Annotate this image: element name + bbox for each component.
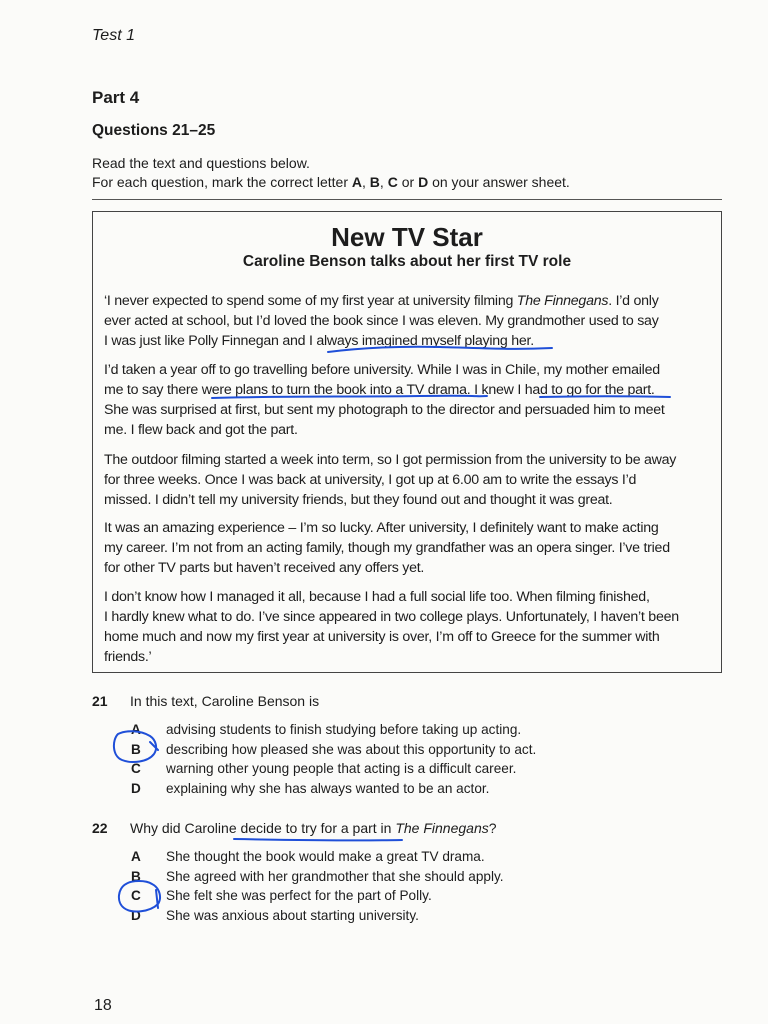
instructions-line-2 — [92, 173, 570, 192]
option-21-b[interactable] — [130, 740, 536, 760]
option-text: She agreed with her grandmother that she should apply. — [166, 868, 504, 884]
instr-text: on your answer sheet. — [428, 174, 570, 190]
option-letter: B — [131, 741, 141, 757]
paragraph-line: me. I flew back and got the part. — [104, 422, 298, 438]
question-22-options — [130, 847, 504, 925]
paragraph-line — [104, 291, 716, 311]
option-21-a[interactable] — [130, 720, 536, 740]
paragraph-line: home much and now my first year at university is over, I’m off to Greece for the summer with — [104, 629, 660, 645]
instr-sep: , — [379, 174, 388, 190]
underline-decide-try — [234, 839, 402, 840]
questions-range: Questions 21–25 — [92, 122, 216, 139]
line-text: ‘I never expected to spend some of my first year at university filming — [104, 293, 517, 309]
question-22 — [92, 820, 497, 836]
question-stem: Why did Caroline decide to try for a part in — [130, 820, 396, 836]
question-21 — [92, 693, 319, 709]
article-title: New TV Star — [331, 222, 483, 252]
option-letter: D — [131, 907, 141, 923]
paragraph-line: friends.’ — [104, 649, 152, 665]
option-letter: D — [131, 780, 141, 796]
paragraph-line: It was an amazing experience – I’m so lucky. After university, I definitely want to make acting — [104, 520, 659, 536]
divider-rule — [92, 199, 722, 200]
book-title: The Finnegans — [395, 820, 489, 836]
option-text: warning other young people that acting is a difficult career. — [166, 761, 517, 776]
instr-letter-a: A — [351, 174, 363, 190]
option-21-c[interactable] — [130, 759, 536, 779]
paragraph-line: I was just like Polly Finnegan and I always imagined myself playing her. — [104, 333, 534, 349]
paragraph-line: I hardly knew what to do. I’ve since appeared in two college plays. Unfortunately, I haven’t been — [104, 609, 679, 625]
paragraph-line: I don’t know how I managed it all, because I had a full social life too. When filming finished, — [104, 589, 650, 605]
option-letter: A — [131, 722, 141, 737]
option-22-b[interactable] — [130, 867, 504, 887]
article-paragraph-3 — [104, 450, 716, 510]
paragraph-line: missed. I didn’t tell my university friends, but they found out and thought it was great. — [104, 492, 613, 508]
option-21-d[interactable] — [130, 779, 536, 799]
paragraph-line: my career. I’m not from an acting family, though my grandfather was an opera singer. I’ve tried — [104, 540, 670, 556]
question-stem-end: ? — [488, 820, 497, 836]
option-text: She thought the book would make a great TV drama. — [166, 849, 485, 864]
instr-letter-b: B — [369, 174, 380, 190]
instr-letter-c: C — [387, 174, 398, 190]
paragraph-line: The outdoor filming started a week into term, so I got permission from the university to be away — [104, 452, 677, 468]
option-text: She was anxious about starting university. — [166, 907, 419, 923]
option-22-a[interactable] — [130, 847, 504, 867]
paragraph-line: I’d taken a year off to go travelling before university. While I was in Chile, my mother emailed — [104, 362, 660, 378]
option-22-c[interactable] — [130, 886, 504, 906]
running-head: Test 1 — [92, 27, 135, 44]
article-paragraph-4 — [104, 518, 716, 578]
page-number: 18 — [94, 997, 112, 1014]
question-number: 21 — [92, 693, 108, 709]
article-paragraph-1 — [104, 291, 716, 351]
option-text: describing how pleased she was about this opportunity to act. — [166, 741, 537, 757]
question-number: 22 — [92, 820, 108, 836]
paragraph-line: for three weeks. Once I was back at university, I got up at 6.00 am to write the essays I’d — [104, 472, 637, 488]
article-paragraph-5 — [104, 587, 716, 667]
instr-letter-d: D — [418, 174, 429, 190]
instructions-line-1: Read the text and questions below. — [92, 155, 310, 171]
paragraph-line: for other TV parts but haven’t received any offers yet. — [104, 560, 425, 576]
instructions — [92, 154, 570, 192]
option-text: explaining why she has always wanted to be an actor. — [166, 780, 490, 796]
part-heading: Part 4 — [92, 88, 140, 107]
question-21-options — [130, 720, 536, 798]
option-letter: C — [131, 888, 141, 903]
instr-sep: or — [397, 174, 419, 190]
option-letter: B — [131, 868, 141, 884]
option-letter: C — [131, 761, 141, 776]
line-text: . I’d only — [608, 293, 659, 309]
option-letter: A — [131, 849, 141, 864]
question-stem: In this text, Caroline Benson is — [130, 693, 320, 709]
option-text: advising students to finish studying before taking up acting. — [166, 722, 522, 737]
option-text: She felt she was perfect for the part of Polly. — [166, 888, 432, 903]
instr-sep: , — [362, 174, 370, 190]
article-subtitle: Caroline Benson talks about her first TV role — [242, 253, 572, 270]
paragraph-line: She was surprised at first, but sent my photograph to the director and persuaded him to meet — [104, 402, 665, 418]
instr-text: For each question, mark the correct letter — [92, 174, 352, 190]
paragraph-line: me to say there were plans to turn the book into a TV drama. I knew I had to go for the part. — [104, 382, 655, 398]
paragraph-line: ever acted at school, but I’d loved the book since I was eleven. My grandmother used to say — [104, 313, 659, 329]
article-paragraph-2 — [104, 360, 716, 440]
option-22-d[interactable] — [130, 906, 504, 926]
book-title: The Finnegans — [516, 293, 609, 309]
